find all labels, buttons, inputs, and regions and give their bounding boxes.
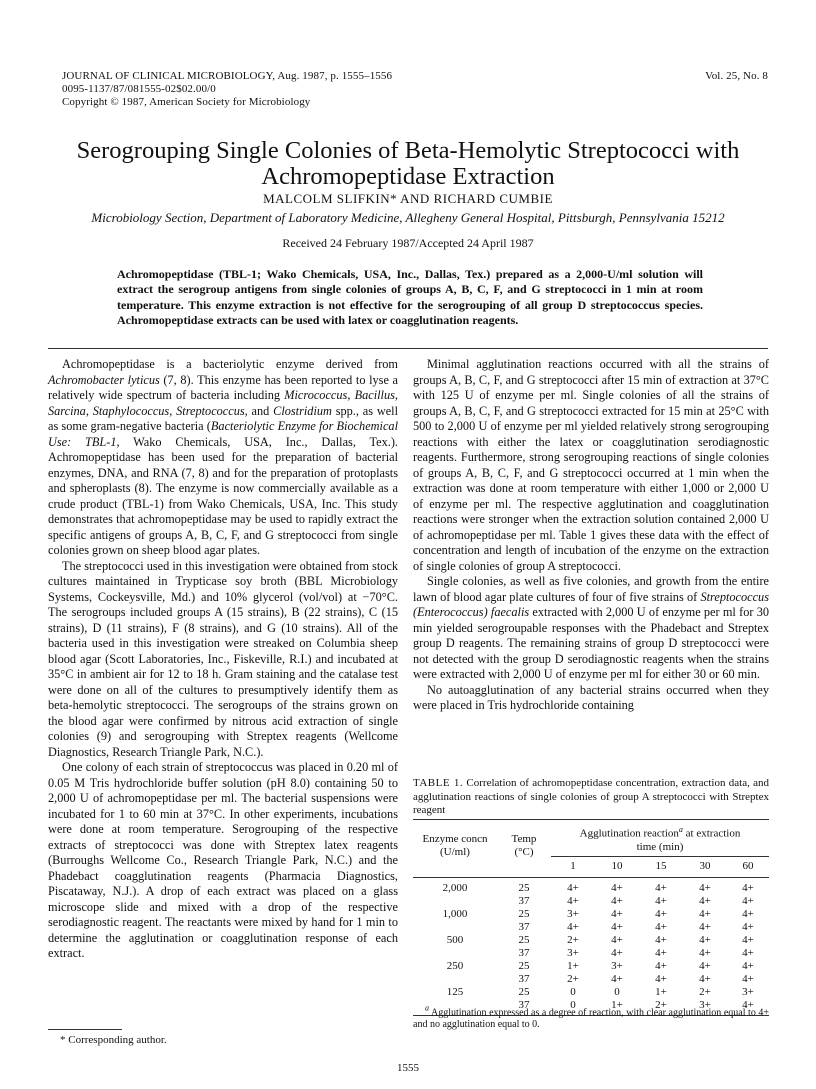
cell-enzyme-concn: 1,000 [442,907,468,920]
table-row [413,960,769,973]
cell-temp: 25 [518,907,530,920]
header-time: 30 [699,860,711,873]
cell-reaction: 2+ [567,933,579,946]
cell-reaction: 4+ [655,946,667,959]
authors: MALCOLM SLIFKIN* AND RICHARD CUMBIE [263,191,553,206]
cell-temp: 25 [518,881,530,894]
volume-label: Vol. 25, No. 8 [705,70,768,82]
cell-reaction: 4+ [611,894,623,907]
cell-reaction: 0 [570,998,576,1011]
issn-line: 0095-1137/87/081555-02$02.00/0 [62,83,216,95]
received-dates: Received 24 February 1987/Accepted 24 April 1987 [282,236,534,250]
cell-reaction: 4+ [655,881,667,894]
cell-temp: 37 [518,920,530,933]
cell-reaction: 4+ [742,972,754,985]
table-body [413,877,769,1012]
cell-reaction: 1+ [655,985,667,998]
table-1 [413,819,769,1016]
header-time: 1 [570,859,576,872]
article-title [40,138,776,190]
table-grid [413,823,769,1012]
column-left [48,357,398,962]
cell-reaction: 4+ [611,933,623,946]
cell-temp: 37 [518,946,530,959]
cell-reaction: 2+ [655,998,667,1011]
cell-reaction: 3+ [567,907,579,920]
cell-reaction: 2+ [699,985,711,998]
cell-reaction: 4+ [655,959,667,972]
cell-reaction: 4+ [699,972,711,985]
page-number: 1555 [397,1062,419,1074]
cell-enzyme-concn [413,947,497,960]
cell-reaction: 4+ [742,998,754,1011]
footnote-rule [48,1029,122,1030]
paragraph: One colony of each strain of streptococcus was placed in 0.20 ml of 0.05 M Tris hydrochloride buffer solution (pH 8.0) containing 50 to 2,000 U of achromopeptidase per ml. The bacterial suspensions were incubated for 1 to 60 min at 37°C. In other experiments, incubations were done at room temperature. Serogrouping of the respective extracts of streptococci was done with Streptex latex reagents (Burroughs Wellcome Co., Research Triangle Park, N.C.) and the Phadebact coagglutination reagents (Pharmacia Diagnostics, Piscataway, N.J.). A drop of each extract was placed on a glass microscope slide and mixed with a drop of the respective serodiagnostic reagent. The reactants were mixed by hand for 1 min to determine the agglutination or coagglutination response of each extract. [48,760,398,960]
cell-reaction: 4+ [742,946,754,959]
cell-reaction: 4+ [655,933,667,946]
cell-reaction: 4+ [742,933,754,946]
column-right [413,357,769,714]
table-row [413,908,769,921]
table-row [413,921,769,934]
table-caption [413,777,769,818]
cell-reaction: 3+ [567,946,579,959]
cell-reaction: 4+ [699,894,711,907]
table-footnote: $^a$ Agglutination expressed as a degree of reaction, with clear agglutination equal to 4+ and no agglutination equal to 0. [413,1004,769,1031]
header-agglutination: Agglutination reaction$^a$ at extraction time (min) [551,823,769,856]
cell-reaction: 4+ [699,907,711,920]
cell-reaction: 4+ [699,881,711,894]
table-row [413,895,769,908]
table-top-rule [413,819,769,820]
header-enzyme-concn: Enzyme concn (U/ml) [422,833,488,858]
cell-reaction: 4+ [742,907,754,920]
cell-reaction: 1+ [567,959,579,972]
cell-reaction: 4+ [611,946,623,959]
cell-reaction: 4+ [699,933,711,946]
divider [48,348,768,349]
copyright-line: Copyright © 1987, American Society for Microbiology [62,96,311,108]
paragraph: The streptococci used in this investigation were obtained from stock cultures maintained in Trypticase soy broth (BBL Microbiology Systems, Cockeysville, Md.) and 10% glycerol (vol/vol) at −70°C. The serogroups included groups A (15 strains), B (22 strains), C (15 strains), D (11 strains), F (8 strains), and G (10 strains). All of the bacteria used in this investigation were streaked on Columbia sheep blood agar (Scott Laboratories, Inc., Fiskeville, R.I.) and incubated at 35°C in ambient air for 12 to 18 h. Gram staining and the catalase test were done on all of the cultures to presumptively identify them as beta-hemolytic streptococci. The serogroups of the strains grown on the blood agar were confirmed by nitrous acid extraction of single colonies (9) and serogrouping with Streptex reagents (Wellcome Diagnostics, Research Triangle Park, N.C.). [48,558,398,759]
cell-reaction: 4+ [611,972,623,985]
cell-reaction: 4+ [611,907,623,920]
cell-reaction: 3+ [742,985,754,998]
header-time: 10 [611,860,623,873]
header-temp: Temp (°C) [511,833,537,858]
cell-temp: 25 [518,985,530,998]
cell-reaction: 4+ [699,920,711,933]
title-line-2: Achromopeptidase Extraction [261,163,555,190]
cell-enzyme-concn: 125 [446,985,464,998]
table-row [413,947,769,960]
cell-temp: 37 [518,894,530,907]
cell-reaction: 4+ [742,894,754,907]
paragraph: No autoagglutination of any bacterial strains occurred when they were placed in Tris hydrochloride containing [413,682,769,712]
cell-enzyme-concn: 250 [446,959,464,972]
table-row [413,973,769,986]
cell-reaction: 0 [614,985,620,998]
paragraph: Single colonies, as well as five colonies, and growth from the entire lawn of blood agar plate cultures of four of five strains of Streptococcus (Enterococcus) faecalis extracted with 2,000 U of enzyme per ml for 30 min yielded serogroupable responses with the Phadebact and Streptex group D reagents. The remaining strains of group D streptococci were not detected with the group D serodiagnostic reagents when the strains were extracted with 2,000 U of enzyme per ml for either 30 or 60 min. [413,574,769,681]
cell-reaction: 4+ [742,920,754,933]
table-row [413,986,769,999]
cell-reaction: 3+ [699,998,711,1011]
table-header-row [413,823,769,856]
cell-reaction: 4+ [699,946,711,959]
author-footnote: * Corresponding author. [60,1034,167,1046]
cell-reaction: 4+ [655,920,667,933]
table-caption-text: Correlation of achromopeptidase concentration, extraction data, and agglutination reactions of single colonies of group A streptococci with Streptex reagent [413,777,770,816]
cell-reaction: 4+ [611,881,623,894]
cell-reaction: 1+ [611,998,623,1011]
cell-reaction: 4+ [611,920,623,933]
cell-enzyme-concn: 500 [446,933,464,946]
cell-enzyme-concn: 2,000 [442,881,468,894]
cell-temp: 37 [518,972,530,985]
table-label: TABLE 1. [413,777,464,789]
journal-line: JOURNAL OF CLINICAL MICROBIOLOGY, Aug. 1987, p. 1555–1556 [62,70,393,82]
cell-reaction: 4+ [655,907,667,920]
cell-temp: 37 [518,998,530,1011]
table-row [413,877,769,895]
title-line-1: Serogrouping Single Colonies of Beta-Hemolytic Streptococci with [76,137,740,164]
cell-temp: 25 [518,959,530,972]
cell-reaction: 2+ [567,972,579,985]
cell-reaction: 4+ [567,894,579,907]
paragraph: Minimal agglutination reactions occurred with all the strains of groups A, B, C, F, and G streptococci after 15 min of extraction at 37°C with 125 U of enzyme per ml. Single colonies of all the strains of groups A, B, C, F, and G streptococci extracted for 15 min at 25°C with 500 to 2,000 U of enzyme per ml yielded relatively strong serogrouping reactions with either the latex or coagglutination serodiagnostic reagents. Furthermore, strong serogrouping reactions of single colonies of groups A, B, C, F, and G streptococci occurred at 1 min when the extraction was done at room temperature with either 1,000 or 2,000 U of enzyme per ml. The respective agglutination and coagglutination reactions were stronger when the extraction solution contained 2,000 U of achromopeptidase per ml. Table 1 gives these data with the effect of concentration and length of incubation of the enzyme on the extraction of single colonies of group A streptococci. [413,357,769,573]
cell-reaction: 4+ [742,959,754,972]
cell-reaction: 4+ [567,920,579,933]
cell-reaction: 4+ [699,959,711,972]
cell-enzyme-concn [413,895,497,908]
cell-reaction: 3+ [611,959,623,972]
cell-reaction: 0 [570,985,576,998]
cell-reaction: 4+ [655,894,667,907]
cell-enzyme-concn [413,973,497,986]
cell-enzyme-concn [413,921,497,934]
header-time: 15 [655,860,667,873]
cell-reaction: 4+ [567,881,579,894]
abstract: Achromopeptidase (TBL-1; Wako Chemicals, USA, Inc., Dallas, Tex.) prepared as a 2,000-U/ml solution will extract the serogroup antigens from single colonies of groups A, B, C, F, and G streptococci in 1 min at room temperature. This enzyme extraction is not effective for the serogrouping of all group D streptococcus species. Achromopeptidase extracts can be used with latex or coagglutination reagents. [117,267,703,328]
paragraph: Achromopeptidase is a bacteriolytic enzyme derived from Achromobacter lyticus (7, 8). This enzyme has been reported to lyse a relatively wide spectrum of bacteria including Micrococcus, Bacillus, Sarcina, Staphylococcus, Streptococcus, and Clostridium spp., as well as some gram-negative bacteria (Bacteriolytic Enzyme for Biochemical Use: TBL-1, Wako Chemicals, USA, Inc., Dallas, Tex.). Achromopeptidase has been used for the preparation of bacterial enzymes, DNA, and RNA (7, 8) and for the preparation of protoplasts and spheroplasts (8). The enzyme is now commercially available as a crude product (TBL-1) from Wako Chemicals, USA, Inc. This study demonstrates that achromopeptidase may be used to rapidly extract the specific antigens of groups A, B, C, F, and G streptococci from single colonies grown on sheep blood agar plates. [48,357,399,557]
header-time: 60 [742,860,754,873]
cell-reaction: 4+ [742,881,754,894]
table-row [413,934,769,947]
affiliation: Microbiology Section, Department of Laboratory Medicine, Allegheny General Hospital, Pittsburgh, Pennsylvania 15212 [91,210,725,225]
cell-reaction: 4+ [655,972,667,985]
cell-temp: 25 [518,933,530,946]
